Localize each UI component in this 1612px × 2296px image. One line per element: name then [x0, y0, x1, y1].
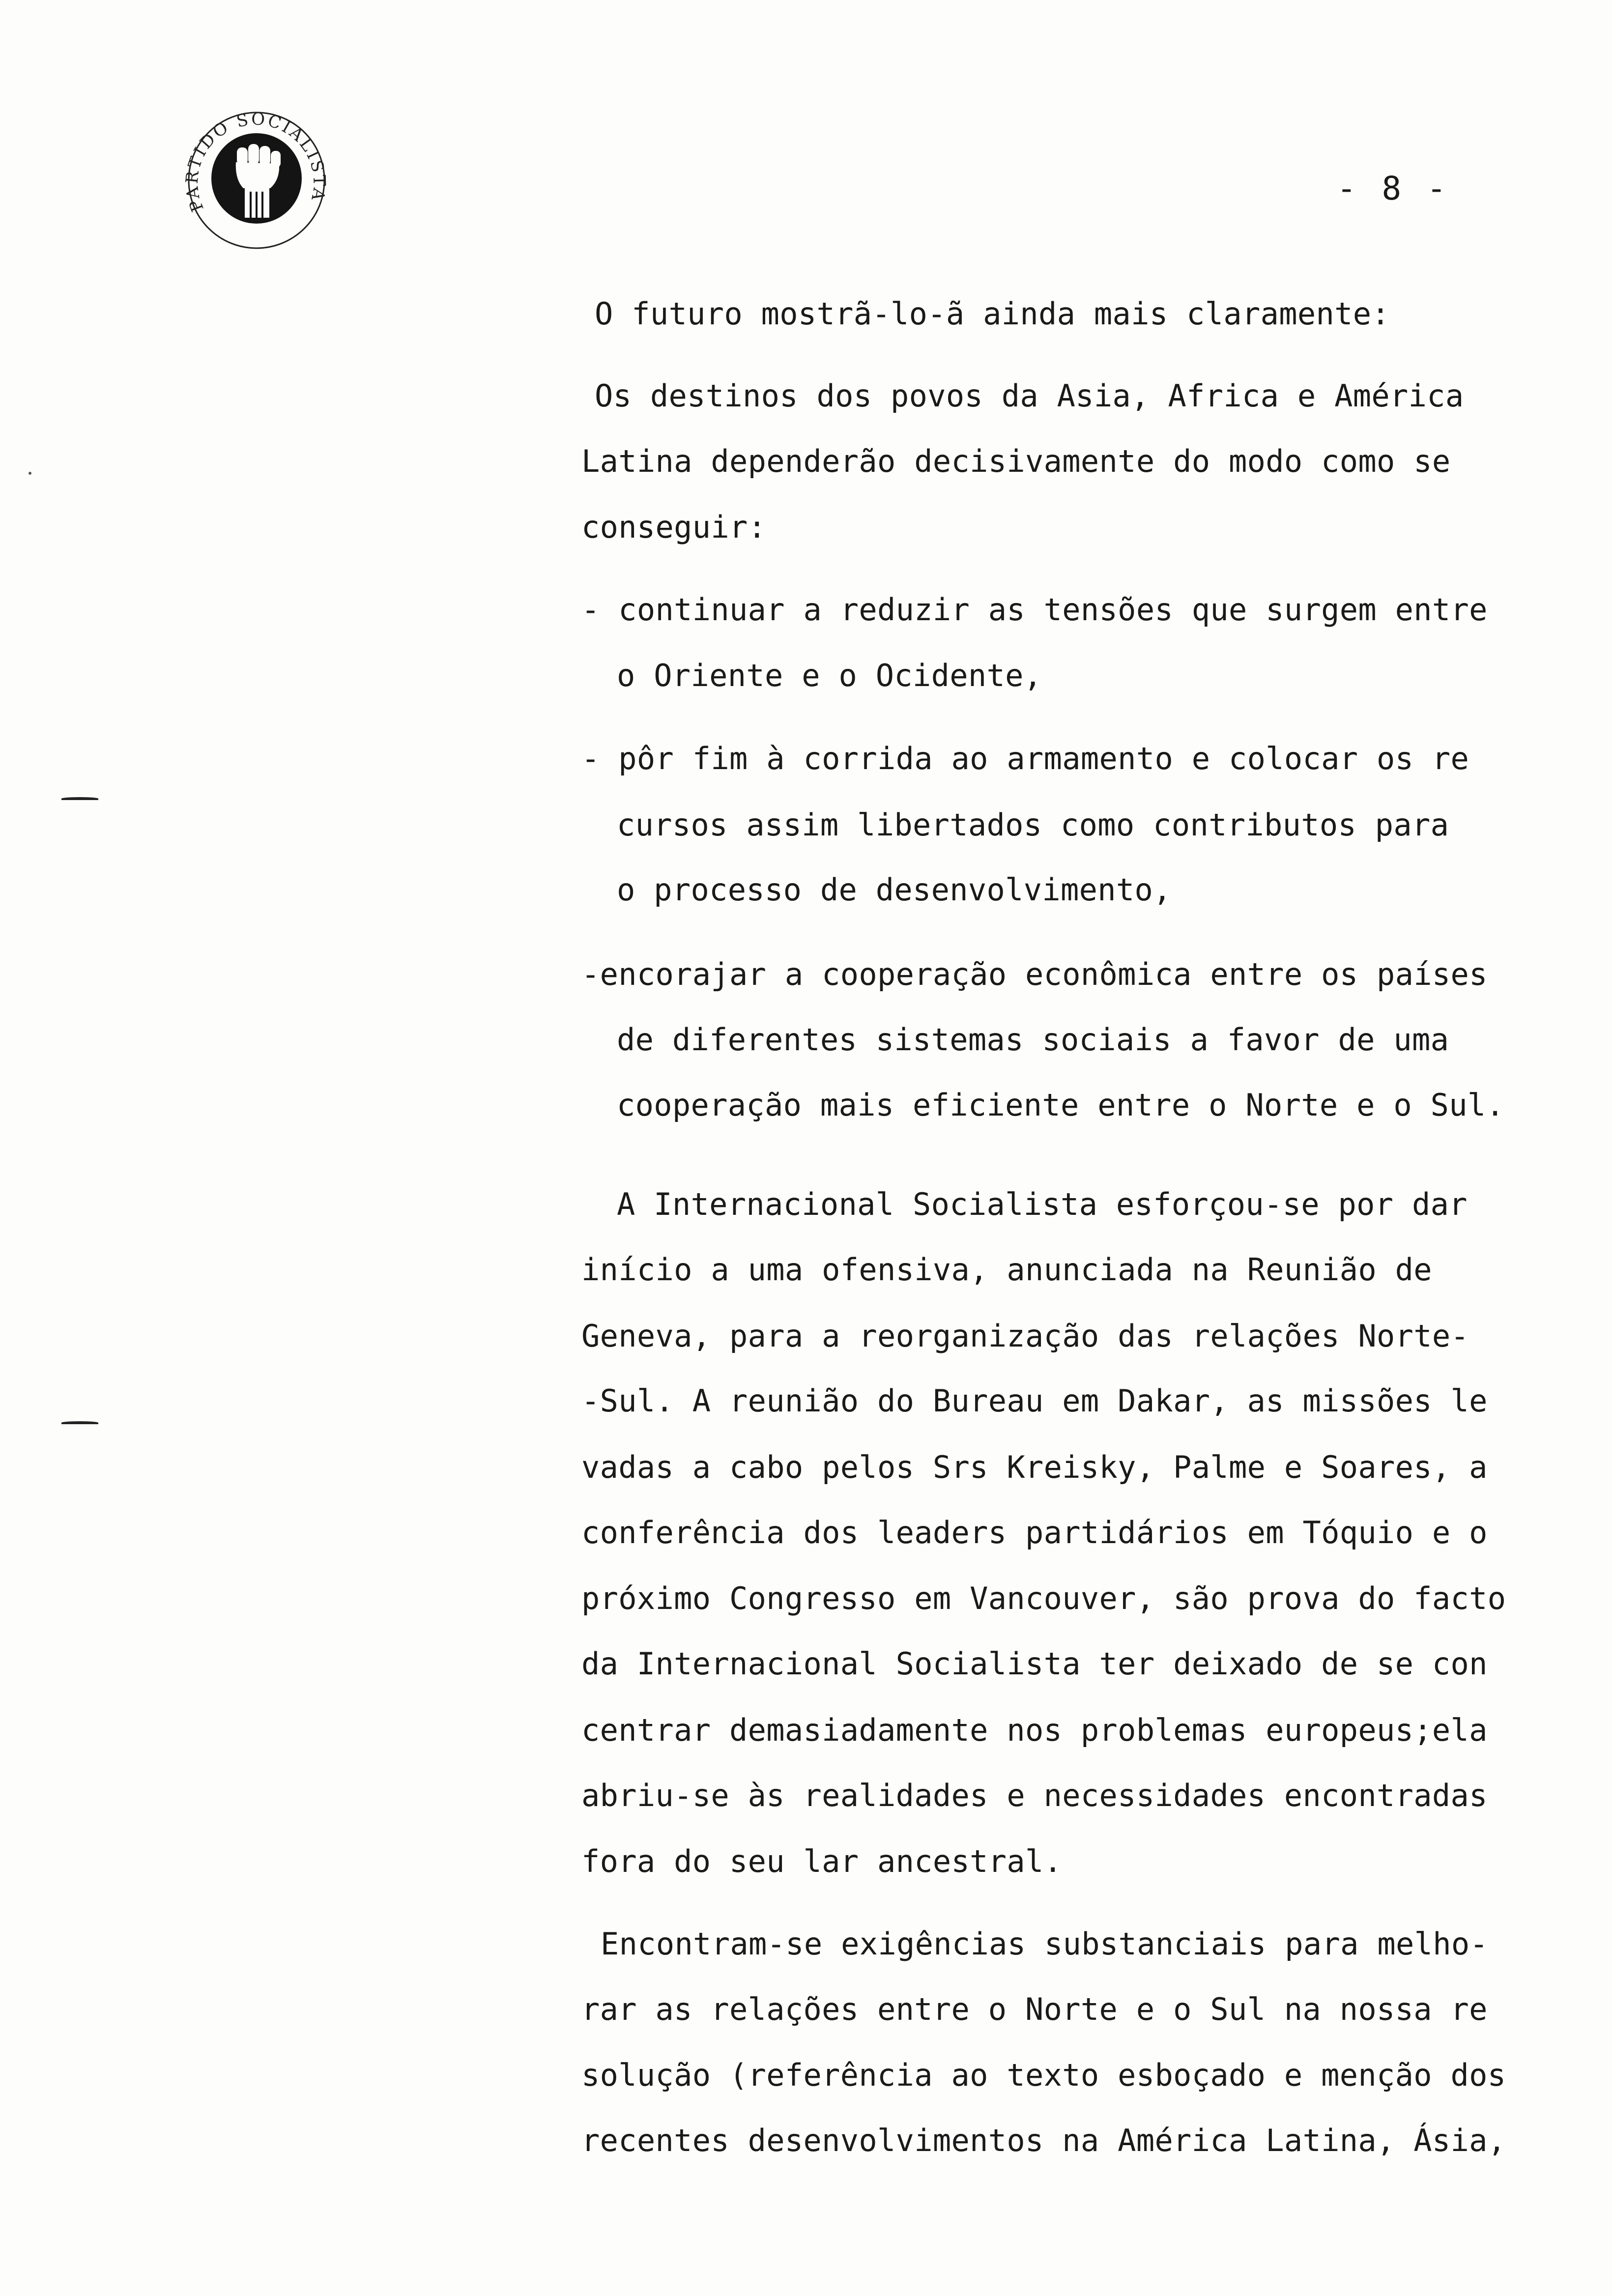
margin-dot: [29, 472, 31, 475]
text-line: solução (referência ao texto esboçado e menção dos: [581, 2057, 1506, 2093]
text-line: Latina dependerão decisivamente do modo como se: [581, 443, 1451, 479]
page-number: - 8 -: [1337, 170, 1449, 207]
logo-lettering: PARTIDO SOCIALISTA: [182, 109, 329, 215]
text-line: conseguir:: [581, 509, 767, 545]
text-line: recentes desenvolvimentos na América Latina, Ásia,: [581, 2123, 1506, 2158]
text-line: centrar demasiadamente nos problemas europeus;ela: [581, 1712, 1488, 1748]
text-line: A Internacional Socialista esforçou-se por dar: [617, 1186, 1468, 1222]
text-line: abriu-se às realidades e necessidades encontradas: [581, 1778, 1488, 1813]
text-line: próximo Congresso em Vancouver, são prova do facto: [581, 1580, 1506, 1616]
text-line: Geneva, para a reorganização das relações Norte-: [581, 1318, 1469, 1354]
text-line: o Oriente e o Ocidente,: [617, 658, 1042, 693]
text-line: da Internacional Socialista ter deixado de se con: [581, 1646, 1488, 1682]
text-line: de diferentes sistemas sociais a favor de uma: [617, 1022, 1449, 1058]
text-line: O futuro mostrã-lo-ã ainda mais claramente:: [595, 296, 1390, 332]
text-line: rar as relações entre o Norte e o Sul na nossa re: [581, 1991, 1488, 2027]
text-line: Os destinos dos povos da Asia, Africa e América: [595, 378, 1464, 414]
text-line: cursos assim libertados como contributos para: [617, 807, 1449, 843]
text-line: -Sul. A reunião do Bureau em Dakar, as missões le: [581, 1383, 1488, 1419]
text-line: cooperação mais eficiente entre o Norte e o Sul.: [617, 1087, 1505, 1123]
text-line: vadas a cabo pelos Srs Kreisky, Palme e Soares, a: [581, 1449, 1488, 1485]
margin-mark: [61, 1421, 98, 1424]
text-line: - pôr fim à corrida ao armamento e colocar os re: [581, 741, 1469, 776]
text-line: conferência dos leaders partidários em Tóquio e o: [581, 1515, 1488, 1550]
text-line: fora do seu lar ancestral.: [581, 1843, 1063, 1879]
text-line: - continuar a reduzir as tensões que surgem entre: [581, 592, 1488, 628]
text-line: -encorajar a cooperação econômica entre os países: [581, 956, 1488, 992]
text-line: início a uma ofensiva, anunciada na Reunião de: [581, 1252, 1432, 1288]
partido-socialista-logo: [182, 101, 334, 253]
text-line: Encontram-se exigências substanciais para melho-: [601, 1926, 1489, 1962]
text-line: o processo de desenvolvimento,: [617, 872, 1172, 908]
margin-mark: [61, 797, 98, 800]
